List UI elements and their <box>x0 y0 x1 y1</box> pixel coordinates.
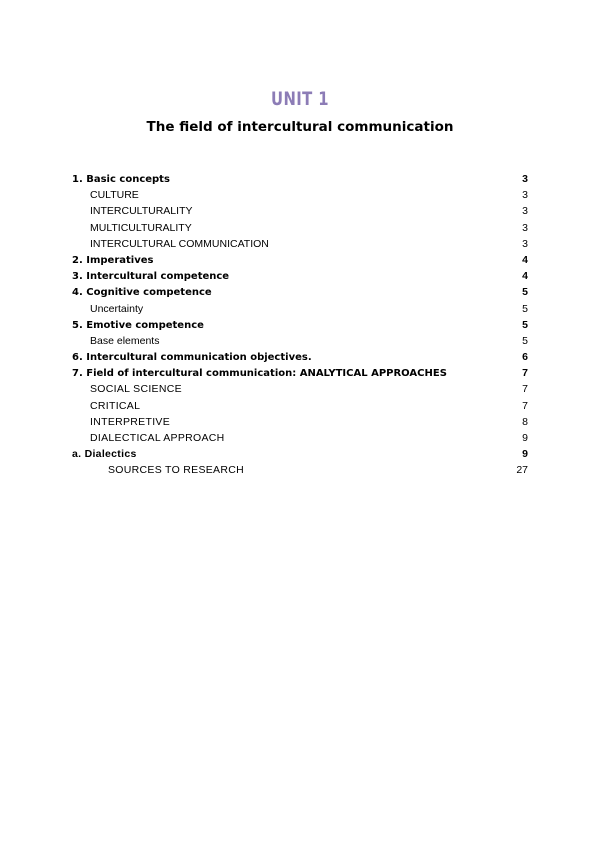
toc-entry-label: 3. Intercultural competence <box>72 271 230 283</box>
table-of-contents <box>72 171 528 479</box>
toc-entry-label: CRITICAL <box>90 399 141 412</box>
toc-entry-label: INTERPRETIVE <box>90 415 171 428</box>
toc-entry-page-number: 9 <box>522 432 528 444</box>
toc-entry[interactable] <box>72 236 528 252</box>
toc-entry-page-number: 6 <box>522 351 528 364</box>
toc-entry-page-number: 9 <box>522 448 528 461</box>
toc-entry-label: CULTURE <box>90 189 139 202</box>
toc-entry[interactable] <box>72 446 528 462</box>
toc-entry-page-number: 27 <box>516 464 528 477</box>
toc-entry[interactable] <box>72 365 528 381</box>
toc-entry[interactable] <box>72 349 528 365</box>
toc-entry-label: a. Dialectics <box>72 448 137 461</box>
toc-entry-page-number: 3 <box>522 205 528 218</box>
toc-entry[interactable] <box>72 203 528 219</box>
toc-entry-page-number: 3 <box>522 173 528 185</box>
toc-entry-label: 4. Cognitive competence <box>72 287 212 299</box>
toc-entry-label: 7. Field of intercultural communication: ANALYTICAL APPROACHES <box>72 368 447 380</box>
toc-entry[interactable] <box>72 317 528 333</box>
toc-entry[interactable] <box>72 430 528 446</box>
toc-entry[interactable] <box>72 333 528 349</box>
toc-entry-page-number: 7 <box>522 367 528 380</box>
toc-entry-page-number: 3 <box>522 189 528 202</box>
toc-entry-label: INTERCULTURALITY <box>90 205 193 218</box>
toc-entry[interactable] <box>72 252 528 268</box>
toc-entry-page-number: 7 <box>522 399 528 412</box>
toc-entry[interactable] <box>72 398 528 414</box>
toc-entry[interactable] <box>72 187 528 203</box>
toc-entry[interactable] <box>72 284 528 300</box>
toc-entry-page-number: 7 <box>522 383 528 396</box>
toc-entry-label: INTERCULTURAL COMMUNICATION <box>90 237 269 250</box>
toc-entry[interactable] <box>72 301 528 317</box>
toc-entry[interactable] <box>72 462 528 478</box>
toc-entry-page-number: 4 <box>522 253 528 266</box>
toc-entry[interactable] <box>72 414 528 430</box>
toc-entry[interactable] <box>72 220 528 236</box>
toc-entry-page-number: 4 <box>522 270 528 283</box>
toc-entry-label: 1. Basic concepts <box>72 174 170 185</box>
toc-entry-label: SOCIAL SCIENCE <box>90 383 182 396</box>
toc-entry-label: MULTICULTURALITY <box>90 221 192 234</box>
toc-entry-label: Base elements <box>90 334 160 347</box>
document-title: The field of intercultural communication <box>146 119 454 135</box>
toc-entry-page-number: 8 <box>522 415 528 428</box>
toc-entry[interactable] <box>72 381 528 397</box>
toc-entry-page-number: 5 <box>522 302 528 315</box>
toc-entry-page-number: 5 <box>522 318 528 331</box>
toc-entry-label: DIALECTICAL APPROACH <box>90 432 225 444</box>
toc-entry-label: SOURCES TO RESEARCH <box>108 464 245 477</box>
toc-entry-label: 5. Emotive competence <box>72 319 204 331</box>
toc-entry-label: Uncertainty <box>90 302 144 315</box>
toc-entry-page-number: 3 <box>522 237 528 250</box>
toc-entry-label: 2. Imperatives <box>72 254 154 266</box>
toc-entry[interactable] <box>72 268 528 284</box>
unit-title: UNIT 1 <box>271 88 329 110</box>
toc-entry[interactable] <box>72 171 528 187</box>
toc-entry-label: 6. Intercultural communication objectives. <box>72 352 312 364</box>
toc-entry-page-number: 5 <box>522 334 528 347</box>
toc-entry-page-number: 5 <box>522 286 528 299</box>
toc-entry-page-number: 3 <box>522 221 528 234</box>
